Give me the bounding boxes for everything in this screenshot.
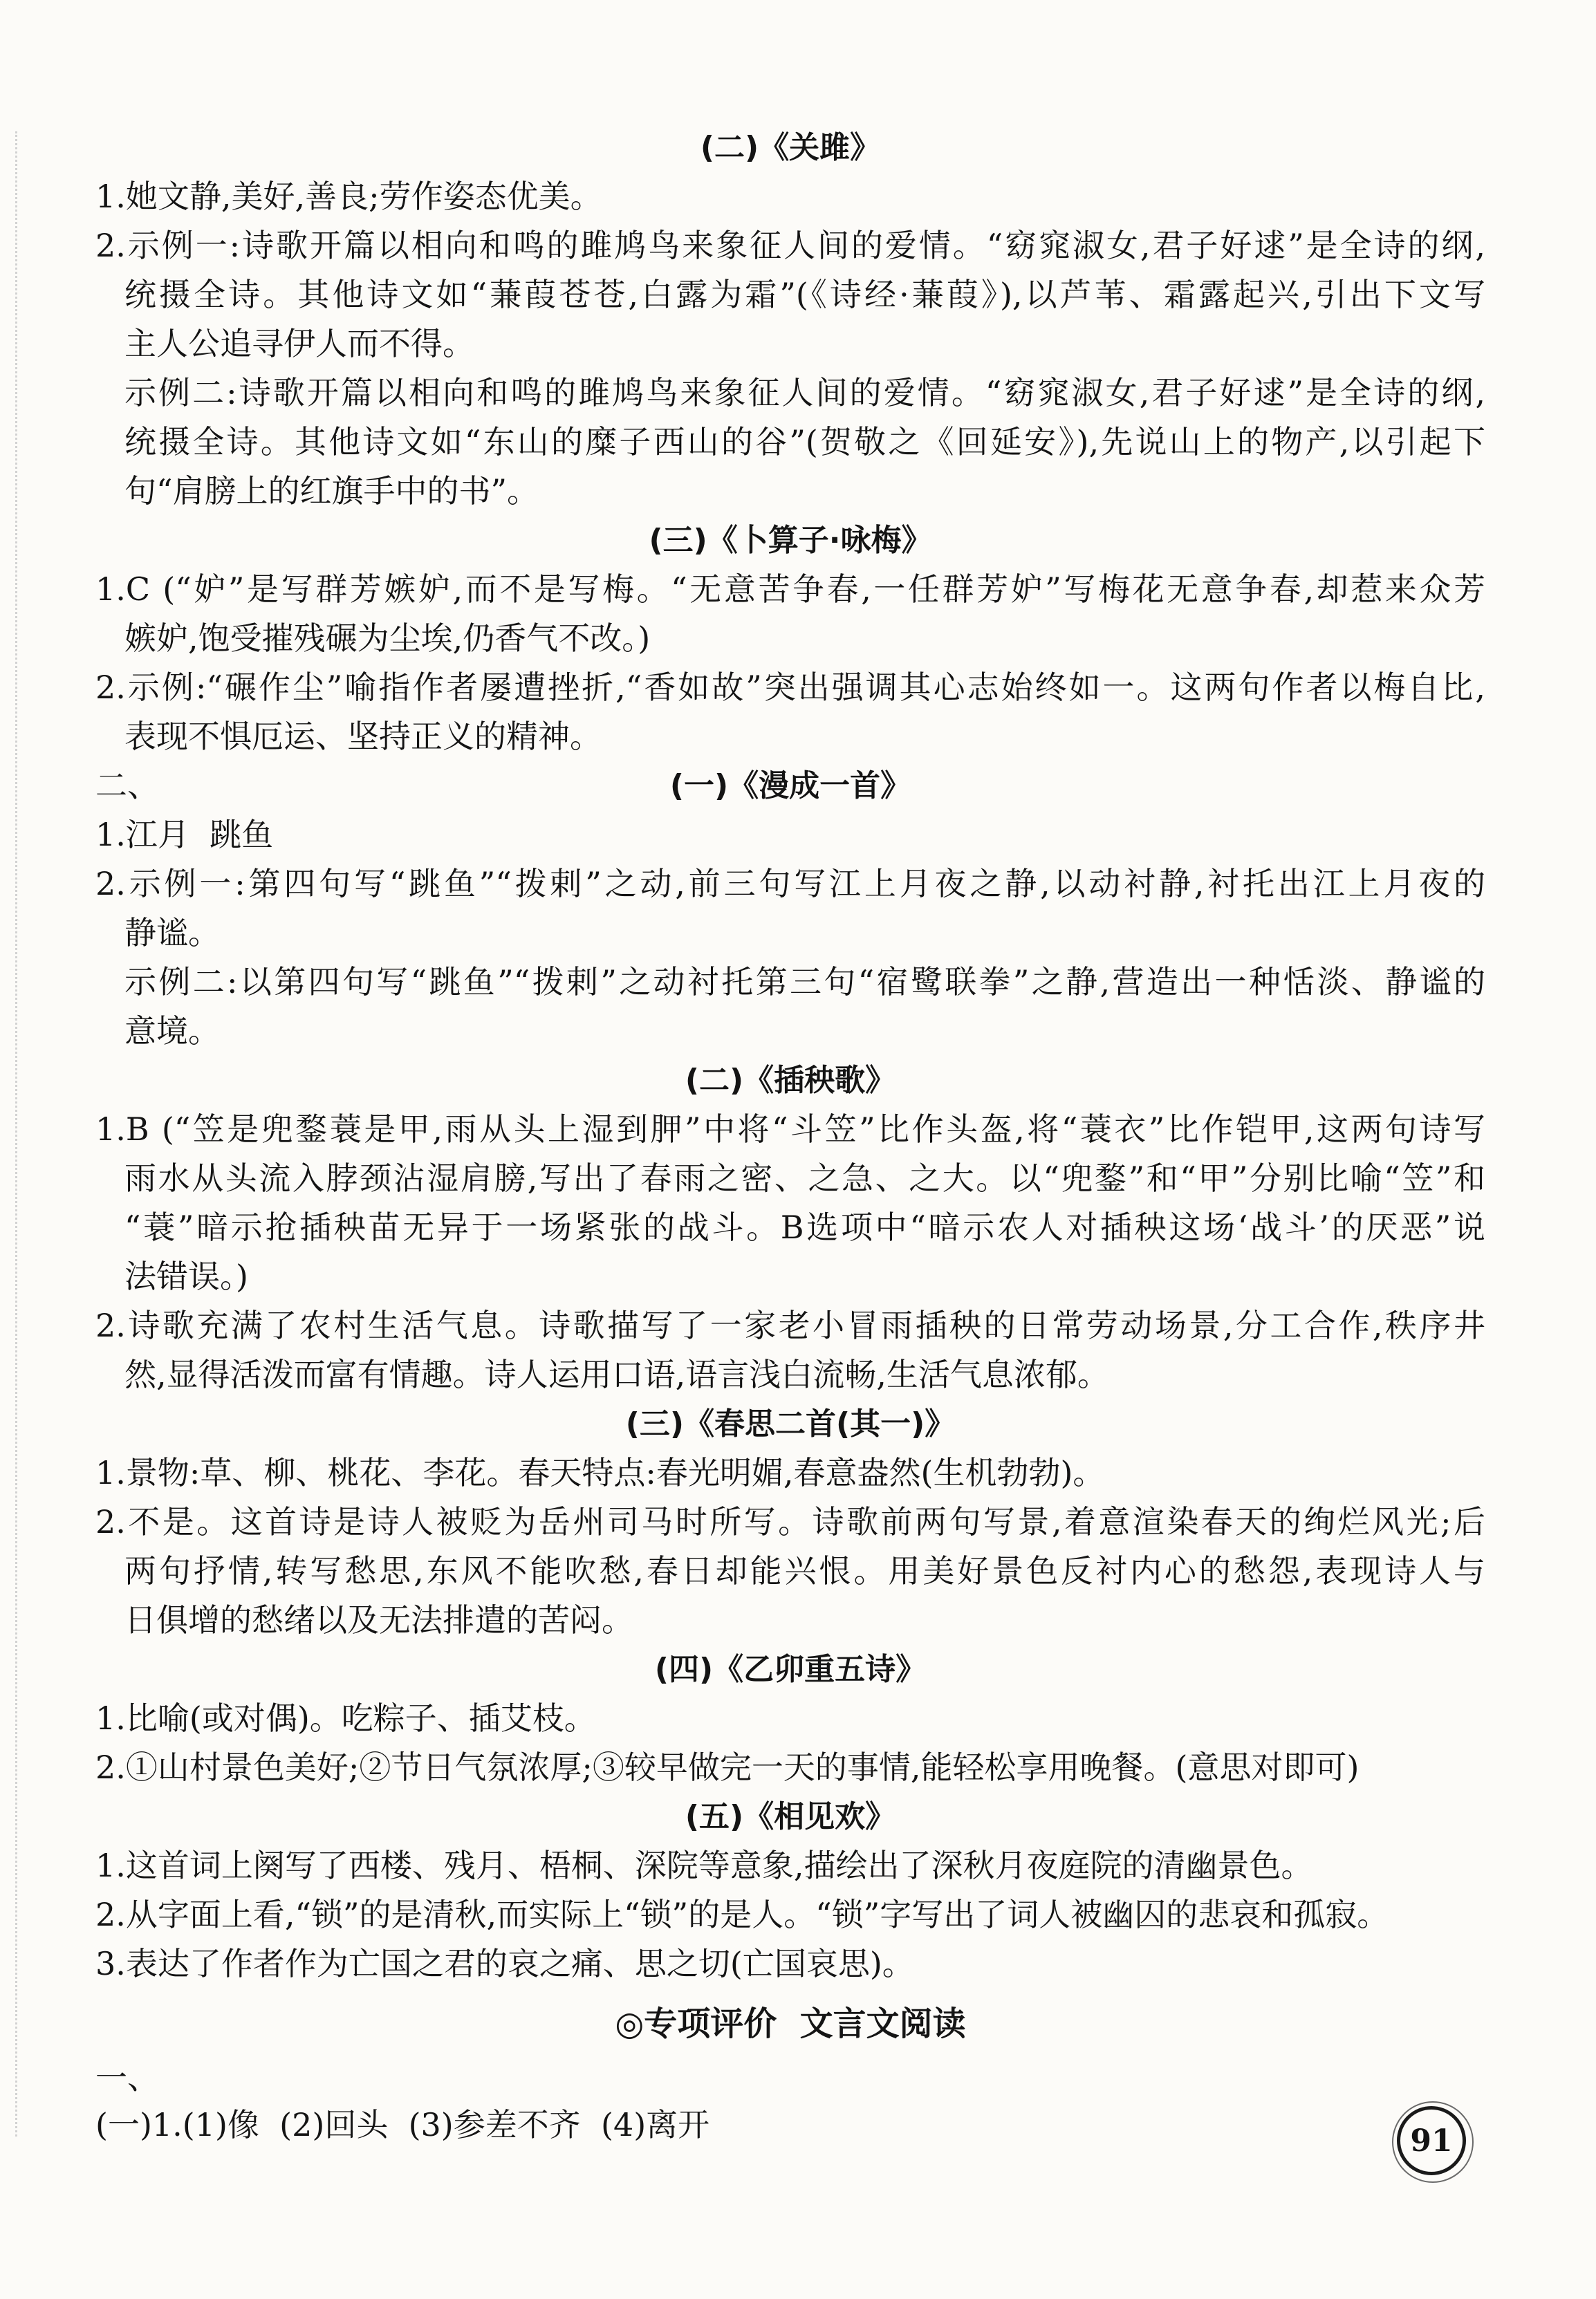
heading-busuanzi: (三)《卜算子·咏梅》 — [649, 523, 932, 558]
xiangjianhuan-answer-3: 3.表达了作者作为亡国之君的哀之痛、思之切(亡国哀思)。 — [95, 1945, 914, 1982]
heading-guanju: (二)《关雎》 — [700, 130, 881, 165]
guanju-answer-2-cont: 主人公追寻伊人而不得。 — [124, 325, 474, 362]
chayang-answer-1-cont: 法错误。) — [124, 1258, 248, 1295]
heading-mancheng-row — [95, 761, 1485, 810]
guanju-example-2-cont: 句“肩膀上的红旗手中的书”。 — [124, 472, 539, 510]
mancheng-answer-1: 1.江月 跳鱼 — [95, 816, 274, 853]
yimao-answer-2: 2.①山村景色美好;②节日气氛浓厚;③较早做完一天的事情,能轻松享用晚餐。(意思对即可) — [95, 1749, 1360, 1786]
guanju-answer-1: 1.她文静,美好,善良;劳作姿态优美。 — [95, 178, 602, 215]
guanju-answer-2: 2.示例一:诗歌开篇以相向和鸣的雎鸠鸟来象征人间的爱情。“窈窕淑女,君子好逑”是全诗的纲, — [95, 227, 1485, 264]
busuanzi-answer-1-cont: 嫉妒,饱受摧残碾为尘埃,仍香气不改。) — [124, 620, 651, 657]
busuanzi-answer-2: 2.示例:“碾作尘”喻指作者屡遭挫折,“香如故”突出强调其心志始终如一。这两句作者以梅自比, — [95, 669, 1485, 706]
heading-xiangjianhuan: (五)《相见欢》 — [685, 1799, 896, 1834]
busuanzi-answer-2-cont: 表现不惧厄运、坚持正义的精神。 — [124, 718, 602, 755]
chayang-answer-2-cont: 然,显得活泼而富有情趣。诗人运用口语,语言浅白流畅,生活气息浓郁。 — [124, 1356, 1109, 1393]
special-evaluation-heading: ◎专项评价 文言文阅读 — [615, 2004, 966, 2043]
chayang-answer-2: 2.诗歌充满了农村生活气息。诗歌描写了一家老小冒雨插秧的日常劳动场景,分工合作,秩序井 — [95, 1307, 1485, 1344]
heading-mancheng: (一)《漫成一首》 — [669, 768, 911, 803]
answer-page — [95, 123, 1485, 2150]
xiangjianhuan-answer-2: 2.从字面上看,“锁”的是清秋,而实际上“锁”的是人。“锁”字写出了词人被幽囚的悲哀和孤寂。 — [95, 1896, 1389, 1933]
chayang-answer-1: 1.B (“笠是兜鍪蓑是甲,雨从头上湿到胛”中将“斗笠”比作头盔,将“蓑衣”比作铠甲,这两句诗写 — [95, 1110, 1485, 1148]
chunsi-answer-2: 2.不是。这首诗是诗人被贬为岳州司马时所写。诗歌前两句写景,着意渲染春天的绚烂风光;后 — [95, 1503, 1485, 1541]
chayang-answer-1-cont: 雨水从头流入脖颈沾湿肩膀,写出了春雨之密、之急、之大。以“兜鍪”和“甲”分别比喻“笠”和 — [124, 1160, 1485, 1197]
heading-yimao: (四)《乙卯重五诗》 — [654, 1652, 927, 1687]
heading-chunsi: (三)《春思二首(其一)》 — [625, 1406, 956, 1442]
part-one-label: 一、 — [95, 2059, 159, 2096]
heading-chayang: (二)《插秧歌》 — [685, 1063, 896, 1098]
xiangjianhuan-answer-1: 1.这首词上阕写了西楼、残月、梧桐、深院等意象,描绘出了深秋月夜庭院的清幽景色。 — [95, 1847, 1313, 1884]
binding-margin-rule — [15, 131, 17, 2137]
guanju-answer-2-cont: 统摄全诗。其他诗文如“蒹葭苍苍,白露为霜”(《诗经·蒹葭》),以芦苇、霜露起兴,引出下文写 — [124, 276, 1485, 313]
part-two-label: 二、 — [95, 767, 159, 804]
chayang-answer-1-cont: “蓑”暗示抢插秧苗无异于一场紧张的战斗。B选项中“暗示农人对插秧这场‘战斗’的厌恶”说 — [124, 1209, 1485, 1246]
guanju-example-2: 示例二:诗歌开篇以相向和鸣的雎鸠鸟来象征人间的爱情。“窈窕淑女,君子好逑”是全诗的纲, — [124, 374, 1485, 411]
mancheng-answer-2-cont: 静谧。 — [124, 914, 220, 951]
mancheng-example-2-cont: 意境。 — [124, 1012, 220, 1050]
chunsi-answer-1: 1.景物:草、柳、桃花、李花。春天特点:春光明媚,春意盎然(生机勃勃)。 — [95, 1454, 1105, 1491]
chunsi-answer-2-cont: 两句抒情,转写愁思,东风不能吹愁,春日却能兴恨。用美好景色反衬内心的愁怨,表现诗人与 — [124, 1552, 1485, 1590]
classical-answer-1: (一)1.(1)像 (2)回头 (3)参差不齐 (4)离开 — [95, 2106, 710, 2143]
yimao-answer-1: 1.比喻(或对偶)。吃粽子、插艾枝。 — [95, 1700, 596, 1737]
guanju-example-2-cont: 统摄全诗。其他诗文如“东山的糜子西山的谷”(贺敬之《回延安》),先说山上的物产,以引起下 — [124, 423, 1485, 460]
mancheng-example-2: 示例二:以第四句写“跳鱼”“拨剌”之动衬托第三句“宿鹭联拳”之静,营造出一种恬淡、静谧的 — [124, 963, 1485, 1000]
page-number-badge: 91 — [1397, 2106, 1466, 2175]
busuanzi-answer-1: 1.C (“妒”是写群芳嫉妒,而不是写梅。“无意苦争春,一任群芳妒”写梅花无意争春,却惹来众芳 — [95, 570, 1485, 608]
mancheng-answer-2: 2.示例一:第四句写“跳鱼”“拨剌”之动,前三句写江上月夜之静,以动衬静,衬托出江上月夜的 — [95, 865, 1485, 902]
chunsi-answer-2-cont: 日俱增的愁绪以及无法排遣的苦闷。 — [124, 1601, 633, 1639]
